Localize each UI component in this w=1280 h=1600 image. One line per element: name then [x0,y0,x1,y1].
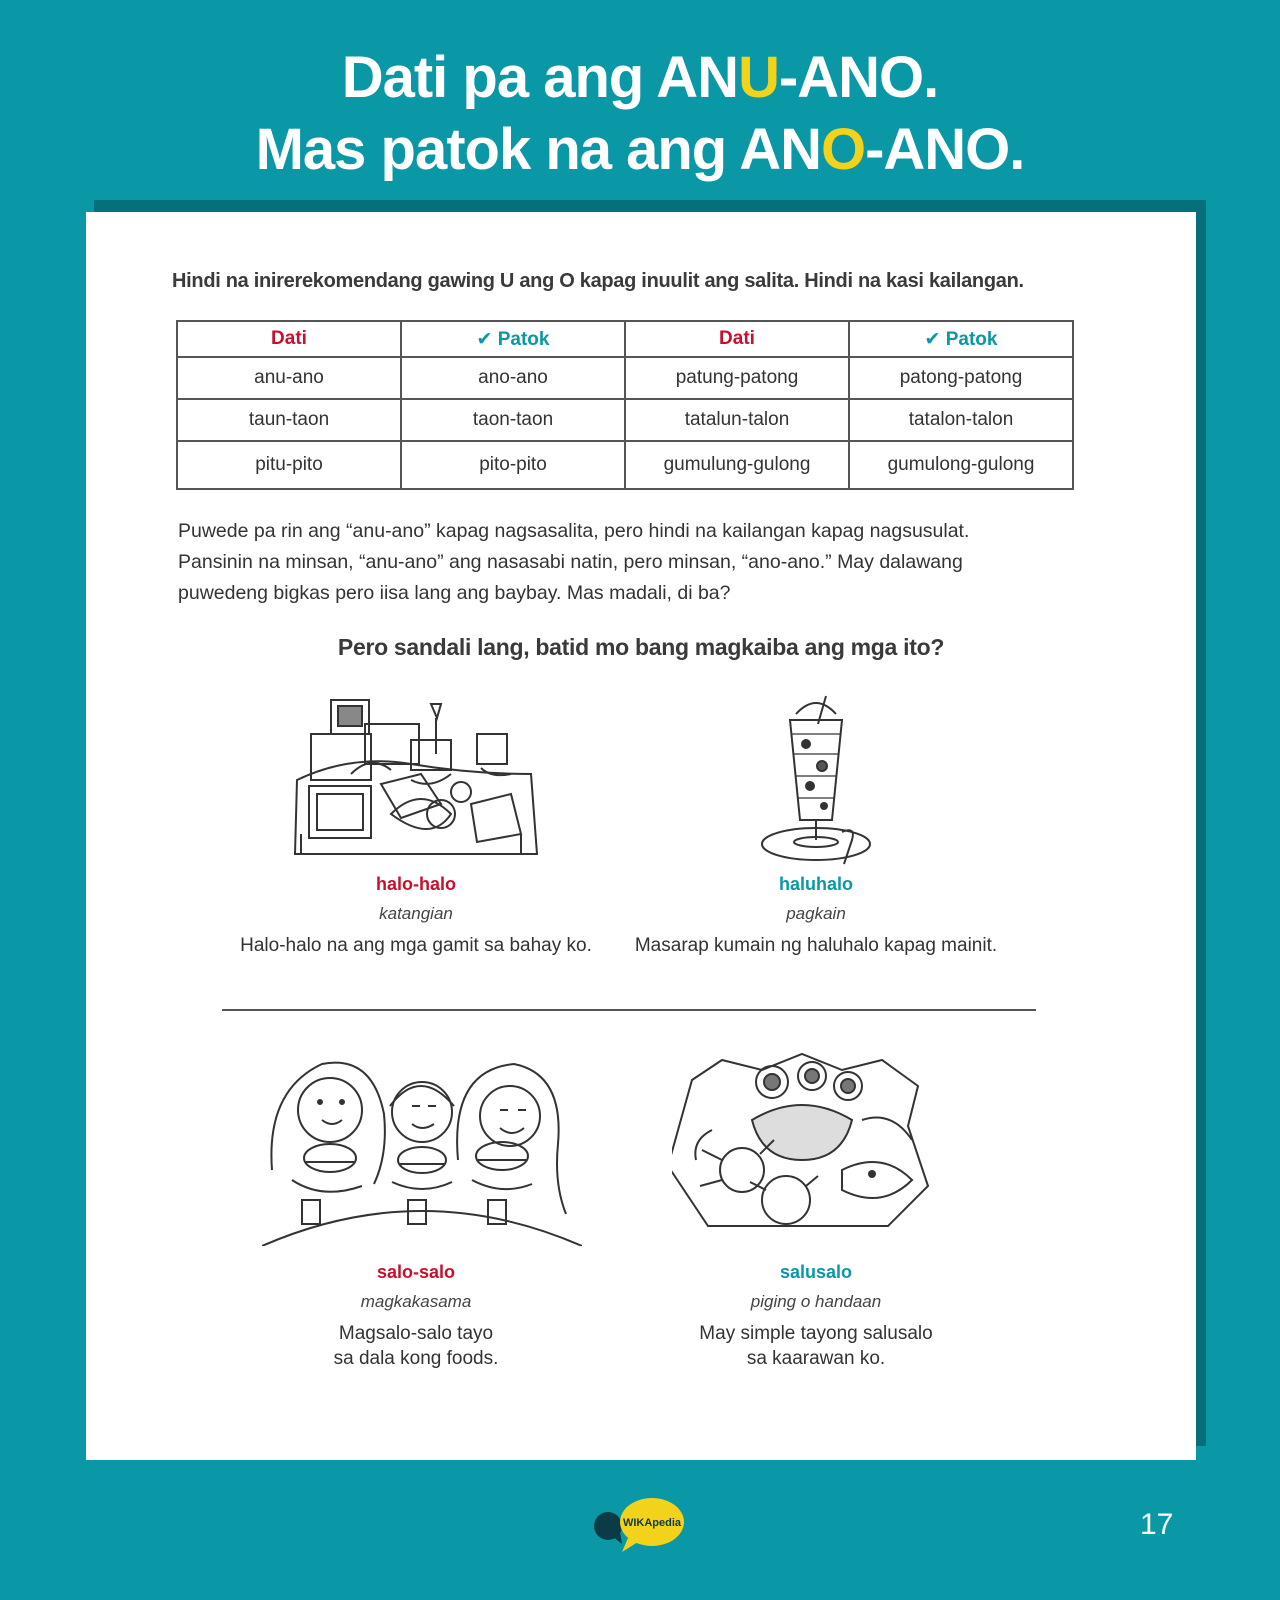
entry-salo-salo [206,1262,626,1371]
table-cell: pitu-pito [177,441,401,489]
content-card [86,212,1196,1460]
entry-category: magkakasama [360,1292,472,1311]
paragraph-line: puwedeng bigkas pero iisa lang ang baybay. Mas madali, di ba? [178,582,731,604]
title-line-1-post: -ANO. [778,45,939,110]
table-header-dati-2: Dati [625,321,849,357]
page-number: 17 [1140,1508,1174,1541]
entry-category: pagkain [786,904,846,923]
table-row [177,399,1073,441]
entry-example-line: sa kaarawan ko. [746,1348,886,1369]
entry-example [606,1321,1026,1371]
feast-platter-illustration [672,1050,942,1246]
table-cell: gumulong-gulong [849,441,1073,489]
title-line-2-post: -ANO. [865,117,1025,182]
entry-category: katangian [379,904,453,923]
entry-word: haluhalo [778,874,853,894]
entry-word: salo-salo [376,1262,456,1282]
entry-example-line: sa dala kong foods. [333,1348,499,1369]
page-title [0,42,1280,186]
table-cell: taon-taon [401,399,625,441]
paragraph-line: Puwede pa rin ang “anu-ano” kapag nagsasalita, pero hindi na kailangan kapag nagsusulat. [178,520,970,542]
table-header-dati-1: Dati [177,321,401,357]
question-heading: Pero sandali lang, batid mo bang magkaiba ang mga ito? [337,634,945,660]
table-cell: ano-ano [401,357,625,399]
kids-eating-illustration [262,1050,582,1246]
junk-pile-illustration [291,694,541,862]
entry-example-line: May simple tayong salusalo [699,1323,933,1344]
entry-example-line: Magsalo-salo tayo [338,1323,494,1344]
section-divider [222,1009,1036,1011]
title-line-1-pre: Dati pa ang AN [341,45,739,110]
logo-text: WIKApedia [622,1517,682,1529]
intro-text: Hindi na inirerekomendang gawing U ang O kapag inuulit ang salita. Hindi na kasi kailangan. [172,270,1024,292]
table-header-patok-2: ✔ Patok [849,321,1073,357]
title-line-2-pre: Mas patok na ang AN [255,117,821,182]
table-cell: taun-taon [177,399,401,441]
table-cell: tatalon-talon [849,399,1073,441]
entry-example: Masarap kumain ng haluhalo kapag mainit. [634,935,998,956]
table-row [177,441,1073,489]
haluhalo-glass-illustration [756,694,876,872]
wikapedia-logo [592,1494,688,1554]
table-cell: pito-pito [401,441,625,489]
table-header-row [177,321,1073,357]
table-cell: anu-ano [177,357,401,399]
entry-haluhalo [606,874,1026,958]
table-cell: patong-patong [849,357,1073,399]
title-line-2-highlight: O [820,117,866,182]
spelling-table [176,320,1074,490]
entry-category: piging o handaan [750,1292,882,1311]
paragraph-line: Pansinin na minsan, “anu-ano” ang nasasabi natin, pero minsan, “ano-ano.” May dalawang [178,551,963,573]
table-row [177,357,1073,399]
entry-example: Halo-halo na ang mga gamit sa bahay ko. [240,935,592,956]
table-cell: gumulung-gulong [625,441,849,489]
table-cell: tatalun-talon [625,399,849,441]
entry-word: salusalo [779,1262,853,1282]
entry-word: halo-halo [376,874,456,894]
title-line-1-highlight: U [738,45,779,110]
entry-salusalo [606,1262,1026,1371]
title-line-1 [0,42,1280,114]
explanation-paragraph [178,516,1078,609]
entry-halo-halo [206,874,626,958]
title-line-2 [0,114,1280,186]
table-cell: patung-patong [625,357,849,399]
entry-example [206,1321,626,1371]
table-header-patok-1: ✔ Patok [401,321,625,357]
